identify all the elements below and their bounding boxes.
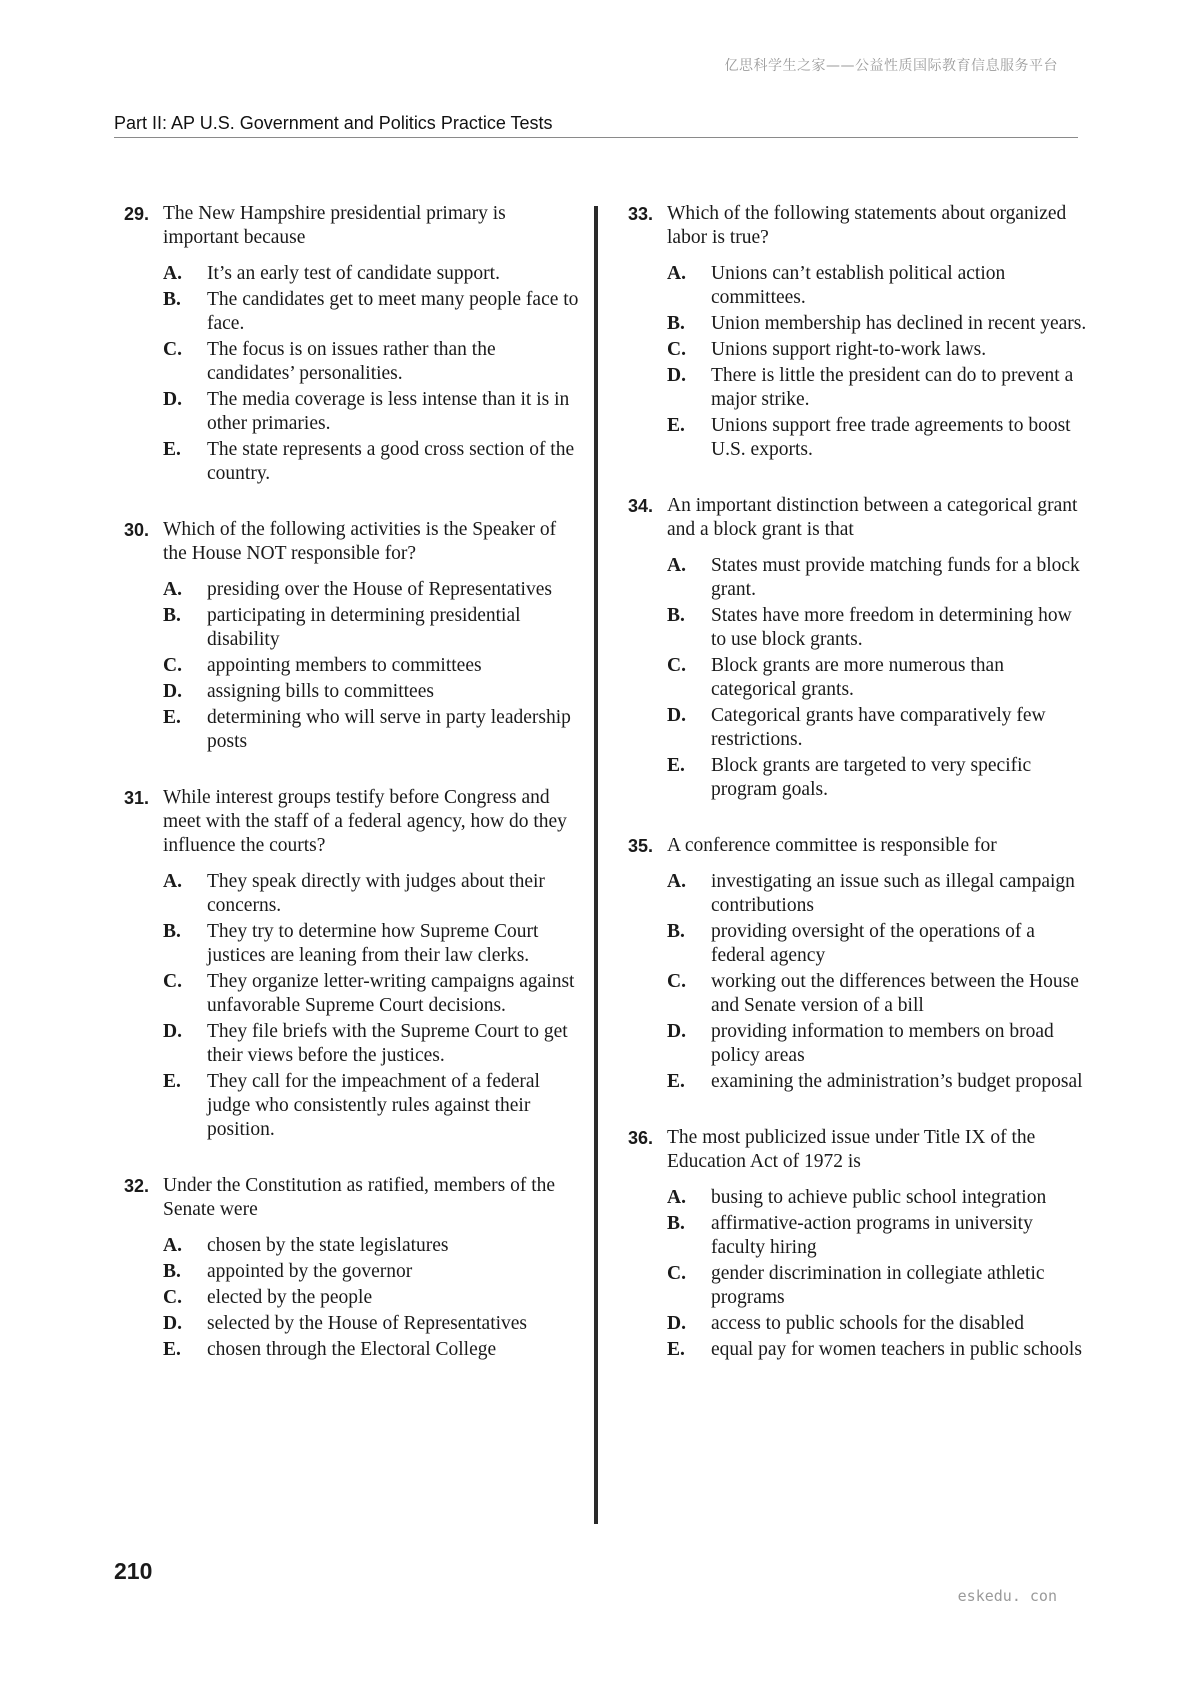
question-stem — [628, 834, 1088, 858]
answer-choices — [628, 554, 1088, 802]
answer-choice — [163, 1338, 584, 1362]
choice-text: The candidates get to meet many people face to face. — [207, 289, 579, 334]
choice-text: chosen by the state legislatures — [207, 1235, 449, 1256]
answer-choice — [163, 1234, 584, 1258]
answer-choice — [163, 680, 584, 704]
question-text: Which of the following activities is the Speaker of the House NOT responsible for? — [163, 519, 557, 564]
choice-text: gender discrimination in collegiate athletic programs — [711, 1263, 1045, 1308]
answer-choice — [667, 1186, 1088, 1210]
choice-text: The media coverage is less intense than it is in other primaries. — [207, 389, 570, 434]
choice-letter: A. — [667, 263, 686, 284]
choice-letter: C. — [163, 339, 182, 360]
choice-letter: C. — [163, 971, 182, 992]
question-text: A conference committee is responsible for — [667, 835, 997, 856]
question-number: 32. — [124, 1176, 150, 1196]
choice-text: presiding over the House of Representatives — [207, 579, 552, 600]
answer-choice — [667, 554, 1088, 602]
answer-choice — [667, 970, 1088, 1018]
answer-choice — [163, 288, 584, 336]
question-text: The New Hampshire presidential primary is important because — [163, 203, 506, 248]
answer-choice — [163, 388, 584, 436]
right-column — [628, 202, 1088, 1394]
answer-choice — [163, 1312, 584, 1336]
choice-letter: B. — [667, 1213, 685, 1234]
question-item — [124, 202, 584, 486]
choice-letter: D. — [163, 389, 182, 410]
question-number: 30. — [124, 520, 150, 540]
answer-choices — [628, 1186, 1088, 1362]
answer-choice — [667, 870, 1088, 918]
choice-text: Categorical grants have comparatively few restrictions. — [711, 705, 1046, 750]
choice-letter: A. — [163, 1235, 182, 1256]
question-stem — [124, 202, 584, 250]
choice-letter: C. — [667, 971, 686, 992]
question-number: 34. — [628, 496, 654, 516]
choice-letter: C. — [667, 339, 686, 360]
choice-text: busing to achieve public school integration — [711, 1187, 1047, 1208]
question-stem — [628, 1126, 1088, 1174]
choice-letter: C. — [667, 655, 686, 676]
watermark-top: 亿思科学生之家——公益性质国际教育信息服务平台 — [724, 58, 1058, 74]
answer-choice — [667, 1312, 1088, 1336]
answer-choice — [667, 338, 1088, 362]
choice-text: They call for the impeachment of a federal judge who consistently rules against their position. — [207, 1071, 540, 1140]
choice-text: Unions support right-to-work laws. — [711, 339, 987, 360]
answer-choice — [163, 920, 584, 968]
choice-text: investigating an issue such as illegal campaign contributions — [711, 871, 1075, 916]
choice-text: They speak directly with judges about their concerns. — [207, 871, 545, 916]
choice-text: States have more freedom in determining how to use block grants. — [711, 605, 1072, 650]
answer-choices — [124, 870, 584, 1142]
choice-text: elected by the people — [207, 1287, 373, 1308]
answer-choice — [667, 920, 1088, 968]
question-item — [124, 786, 584, 1142]
answer-choice — [667, 654, 1088, 702]
choice-text: Unions can’t establish political action committees. — [711, 263, 1006, 308]
question-text: Under the Constitution as ratified, members of the Senate were — [163, 1175, 556, 1220]
choice-text: appointed by the governor — [207, 1261, 413, 1282]
choice-letter: E. — [163, 1339, 181, 1360]
choice-text: providing information to members on broad policy areas — [711, 1021, 1054, 1066]
question-stem — [628, 494, 1088, 542]
answer-choice — [667, 414, 1088, 462]
question-text: The most publicized issue under Title IX of the Education Act of 1972 is — [667, 1127, 1036, 1172]
answer-choice — [163, 970, 584, 1018]
answer-choices — [124, 1234, 584, 1362]
choice-letter: A. — [667, 1187, 686, 1208]
choice-letter: B. — [163, 289, 181, 310]
choice-letter: B. — [667, 313, 685, 334]
answer-choice — [163, 654, 584, 678]
choice-text: selected by the House of Representatives — [207, 1313, 528, 1334]
choice-text: Unions support free trade agreements to boost U.S. exports. — [711, 415, 1071, 460]
question-text: While interest groups testify before Congress and meet with the staff of a federal agency, how do they influence the courts? — [163, 787, 567, 856]
choice-text: Block grants are more numerous than categorical grants. — [711, 655, 1004, 700]
question-item — [628, 834, 1088, 1094]
choice-text: access to public schools for the disabled — [711, 1313, 1024, 1334]
answer-choice — [667, 1338, 1088, 1362]
choice-letter: C. — [163, 655, 182, 676]
question-stem — [124, 1174, 584, 1222]
choice-text: They organize letter-writing campaigns against unfavorable Supreme Court decisions. — [207, 971, 575, 1016]
choice-letter: D. — [667, 365, 686, 386]
choice-text: appointing members to committees — [207, 655, 482, 676]
choice-letter: B. — [667, 921, 685, 942]
answer-choice — [163, 1260, 584, 1284]
choice-text: determining who will serve in party leadership posts — [207, 707, 571, 752]
watermark-bottom: eskedu. con — [957, 1587, 1057, 1605]
answer-choice — [667, 1020, 1088, 1068]
choice-letter: C. — [163, 1287, 182, 1308]
choice-letter: E. — [163, 1071, 181, 1092]
question-number: 33. — [628, 204, 654, 224]
left-column — [124, 202, 584, 1394]
question-number: 31. — [124, 788, 150, 808]
answer-choice — [163, 1286, 584, 1310]
question-stem — [124, 786, 584, 858]
answer-choices — [628, 870, 1088, 1094]
choice-letter: E. — [667, 415, 685, 436]
choice-text: States must provide matching funds for a block grant. — [711, 555, 1080, 600]
choice-text: The state represents a good cross section of the country. — [207, 439, 575, 484]
answer-choices — [124, 262, 584, 486]
answer-choice — [163, 338, 584, 386]
choice-text: assigning bills to committees — [207, 681, 434, 702]
choice-letter: C. — [667, 1263, 686, 1284]
choice-text: participating in determining presidential disability — [207, 605, 521, 650]
answer-choice — [667, 262, 1088, 310]
question-item — [628, 494, 1088, 802]
choice-letter: D. — [667, 1313, 686, 1334]
question-text: An important distinction between a categorical grant and a block grant is that — [667, 495, 1078, 540]
answer-choice — [667, 704, 1088, 752]
question-text: Which of the following statements about organized labor is true? — [667, 203, 1067, 248]
answer-choice — [667, 754, 1088, 802]
choice-text: It’s an early test of candidate support. — [207, 263, 500, 284]
choice-letter: A. — [667, 871, 686, 892]
choice-text: Union membership has declined in recent years. — [711, 313, 1087, 334]
question-item — [124, 1174, 584, 1362]
answer-choices — [124, 578, 584, 754]
choice-letter: A. — [163, 579, 182, 600]
answer-choice — [163, 578, 584, 602]
choice-text: Block grants are targeted to very specific program goals. — [711, 755, 1032, 800]
choice-letter: B. — [163, 1261, 181, 1282]
choice-text: chosen through the Electoral College — [207, 1339, 497, 1360]
choice-letter: E. — [163, 707, 181, 728]
choice-letter: B. — [163, 605, 181, 626]
question-stem — [124, 518, 584, 566]
question-stem — [628, 202, 1088, 250]
answer-choices — [628, 262, 1088, 462]
answer-choice — [163, 262, 584, 286]
choice-letter: A. — [667, 555, 686, 576]
page-number: 210 — [114, 1558, 153, 1584]
choice-letter: D. — [163, 1021, 182, 1042]
choice-text: examining the administration’s budget proposal — [711, 1071, 1083, 1092]
answer-choice — [667, 1070, 1088, 1094]
choice-letter: B. — [667, 605, 685, 626]
answer-choice — [163, 1070, 584, 1142]
choice-text: equal pay for women teachers in public schools — [711, 1339, 1082, 1360]
choice-text: The focus is on issues rather than the candidates’ personalities. — [207, 339, 496, 384]
question-number: 29. — [124, 204, 150, 224]
answer-choice — [667, 1212, 1088, 1260]
choice-letter: A. — [163, 871, 182, 892]
choice-letter: D. — [667, 705, 686, 726]
answer-choice — [163, 438, 584, 486]
question-number: 35. — [628, 836, 654, 856]
choice-letter: D. — [667, 1021, 686, 1042]
answer-choice — [163, 1020, 584, 1068]
choice-text: There is little the president can do to prevent a major strike. — [711, 365, 1074, 410]
choice-letter: A. — [163, 263, 182, 284]
answer-choice — [667, 1262, 1088, 1310]
running-head: Part II: AP U.S. Government and Politics Practice Tests — [114, 113, 1078, 138]
answer-choice — [667, 312, 1088, 336]
choice-letter: D. — [163, 1313, 182, 1334]
choice-letter: E. — [667, 755, 685, 776]
choice-text: They try to determine how Supreme Court justices are leaning from their law clerks. — [207, 921, 539, 966]
choice-letter: E. — [667, 1339, 685, 1360]
choice-letter: B. — [163, 921, 181, 942]
answer-choice — [163, 604, 584, 652]
answer-choice — [667, 604, 1088, 652]
column-divider — [594, 206, 598, 1524]
question-item — [628, 1126, 1088, 1362]
answer-choice — [163, 870, 584, 918]
choice-letter: E. — [163, 439, 181, 460]
choice-text: They file briefs with the Supreme Court to get their views before the justices. — [207, 1021, 568, 1066]
question-number: 36. — [628, 1128, 654, 1148]
choice-text: working out the differences between the House and Senate version of a bill — [711, 971, 1079, 1016]
answer-choice — [667, 364, 1088, 412]
question-item — [628, 202, 1088, 462]
question-item — [124, 518, 584, 754]
choice-text: affirmative-action programs in university faculty hiring — [711, 1213, 1033, 1258]
choice-text: providing oversight of the operations of a federal agency — [711, 921, 1035, 966]
choice-letter: E. — [667, 1071, 685, 1092]
answer-choice — [163, 706, 584, 754]
choice-letter: D. — [163, 681, 182, 702]
